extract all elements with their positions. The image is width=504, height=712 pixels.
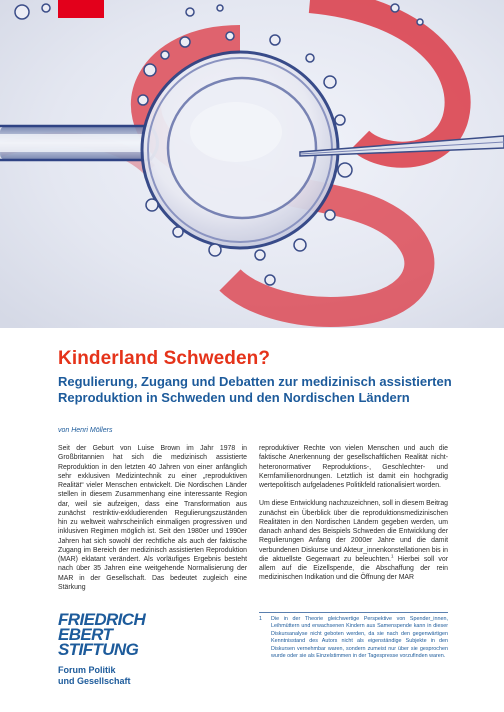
page-title: Kinderland Schweden? bbox=[58, 348, 271, 369]
logo-line-2: EBERT bbox=[58, 625, 113, 644]
ivf-microscope-illustration bbox=[0, 0, 504, 328]
cover-image bbox=[0, 0, 504, 328]
logo-line-3: STIFTUNG bbox=[58, 640, 139, 659]
fes-logo bbox=[58, 612, 145, 687]
footnote bbox=[259, 616, 448, 660]
paragraph-text: Hierbei soll vor allem auf die Eizellspende, die Abschaffung der rein medizinischen Indikation und die Öffnung der MAR bbox=[259, 555, 448, 582]
brand-red-tab bbox=[58, 0, 104, 18]
footnote-divider bbox=[259, 612, 448, 613]
series-line-1: Forum Politik bbox=[58, 665, 116, 675]
footnote-text: Die in der Theorie gleichwertige Perspektive von Spender_innen, Leihmüttern und erwachsenen Kindern aus Samenspende kann in dieser Diskursanalyse nicht geboten werden, da sie nach den gegenwärtigen Kenntnisstand des Autors nicht als eigenständige Subjekte in den Diskursen vernehmbar waren, sondern zumeist nur über sie gesprochen wurde oder sie als Einzelstimmen in der Tagespresse vorzufinden waren. bbox=[271, 616, 448, 660]
series-name bbox=[58, 665, 145, 687]
footnote-number: 1 bbox=[259, 616, 262, 622]
text-column-left bbox=[58, 444, 247, 601]
page-subtitle: Regulierung, Zugang und Debatten zur medizinisch assistierten Reproduktion in Schweden und den Nordischen Ländern bbox=[58, 374, 452, 405]
paragraph: Seit der Geburt von Luise Brown im Jahr 1978 in Großbritannien hat sich die medizinisch assistierte Reproduktion in den letzten 40 Jahren von einer anfänglich sehr exklusiven Medizintechnik zu einer „reproduktiven Realität“ vieler Menschen entwickelt. Die Nordischen Länder stellen in diesem Zusammenhang eine interessante Region dar, weil sie aufzeigen, dass eine Transformation aus zunächst restriktiv-exkludierenden Regulierungszuständen hin zu weltweit wahrscheinlich einmaligen progressiven und inklusiven Regimen möglich ist. Seit den 1980er und 1990er Jahren hat sich sowohl der rechtliche als auch der faktische Zugang im Bereich der medizinisch assistierten Reproduktion (MAR) eklatant verändert. Als vorläufiges Ergebnis besteht nach über 35 Jahren eine weitgehende Normalisierung der MAR in der Gesellschaft. Das bedeutet zugleich eine Stärkung bbox=[58, 445, 247, 591]
series-line-2: und Gesellschaft bbox=[58, 676, 131, 686]
author-line: von Henri Möllers bbox=[58, 427, 113, 434]
paragraph: reproduktiver Rechte von vielen Menschen und auch die faktische Anerkennung der gesellschaftlichen Realität nicht-heteronormativer Reproduktions-, Geschlechter- und Kernfamilienordnungen. Letztlich ist damit ein hochgradig wertepolitisch aufgeladenes Politikfeld rationalisiert worden. bbox=[259, 445, 448, 489]
paragraph bbox=[259, 499, 448, 582]
logo-line-1: FRIEDRICH bbox=[58, 610, 146, 629]
footnote-reference[interactable]: 1 bbox=[390, 553, 394, 559]
paragraph-text: Um diese Entwicklung nachzuzeichnen, soll in diesem Beitrag zunächst ein Überblick über die reproduktionsmedizinischen Realitäten in den Nordischen Ländern gegeben werden, um danach anhand des Beispiels Schweden die Entwicklung der Regulierungen Anfang der 2000er Jahre und die damit verbundenen Diskurse und Akteur_innenkonstellationen bis in die aktuellste Gegenwart zu beleuchten. bbox=[259, 500, 448, 563]
text-column-right bbox=[259, 444, 448, 592]
